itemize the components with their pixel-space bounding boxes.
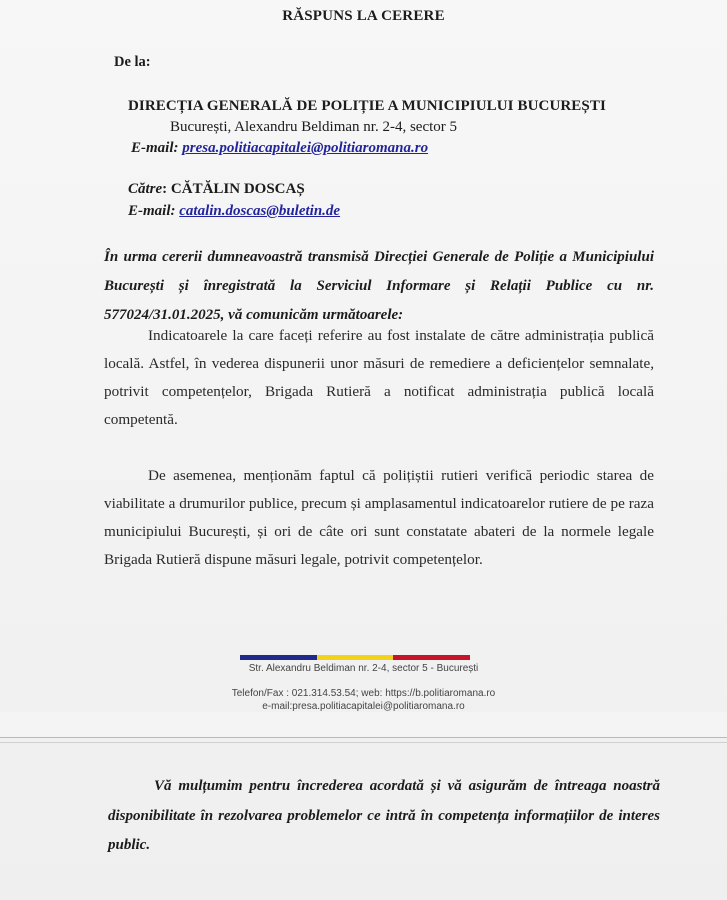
- recipient-name: : CĂTĂLIN DOSCAȘ: [162, 181, 305, 197]
- flag-blue-stripe: [240, 655, 317, 660]
- footer-address: Str. Alexandru Beldiman nr. 2-4, sector 5 - București: [248, 663, 479, 674]
- flag-red-stripe: [393, 655, 470, 660]
- recipient-email-row: [128, 203, 340, 220]
- sender-email-label: E-mail:: [131, 140, 179, 156]
- tricolor-flag-bar: [240, 655, 470, 660]
- footer-email: e-mail:presa.politiacapitalei@politiaromana.ro: [262, 701, 465, 712]
- page-divider-line-secondary: [0, 742, 727, 743]
- page-divider-line: [0, 737, 727, 738]
- recipient-email-link[interactable]: catalin.doscas@buletin.de: [179, 203, 341, 219]
- intro-paragraph: În urma cererii dumneavoastră transmisă Direcției Generale de Poliție a Municipiului București și înregistrată la Serviciul Informare și Relații Publice cu nr. 577024/31.01.2025, vă comunicăm următoarele:: [104, 249, 654, 323]
- closing-paragraph: Vă mulțumim pentru încrederea acordată și vă asigurăm de întreaga noastră disponibilitate în rezolvarea problemelor ce intră în competența informațiilor de interes public.: [108, 778, 660, 853]
- body-paragraph-1: Indicatoarele la care faceți referire au fost instalate de către administrația publică locală. Astfel, în vederea dispunerii unor măsuri de remediere a deficiențelor semnalate, potrivit competențelor, Brigada Rutieră a notificat administrația publică locală competentă.: [104, 327, 654, 428]
- recipient-email-label: E-mail:: [128, 203, 176, 219]
- recipient-label: Către: [128, 181, 163, 197]
- sender-institution: DIRECȚIA GENERALĂ DE POLIȚIE A MUNICIPIULUI BUCUREȘTI: [128, 98, 606, 114]
- body-paragraph-2: De asemenea, menționăm faptul că polițiștii rutieri verifică periodic starea de viabilitate a drumurilor publice, precum și amplasamentul indicatoarelor rutiere de pe raza municipiului București, și ori de câte ori sunt constatate abateri de la normele legale Brigada Rutieră dispune măsuri legale, potrivit competențelor.: [104, 467, 654, 568]
- flag-yellow-stripe: [317, 655, 394, 660]
- footer-contact: Telefon/Fax : 021.314.53.54; web: https://b.politiaromana.ro: [231, 688, 496, 699]
- sender-email-row: [131, 140, 428, 157]
- sender-address: București, Alexandru Beldiman nr. 2-4, sector 5: [170, 119, 458, 135]
- scan-cut-band: [0, 712, 727, 738]
- recipient-row: [128, 181, 305, 198]
- from-label: De la:: [114, 54, 151, 70]
- sender-email-link[interactable]: presa.politiacapitalei@politiaromana.ro: [182, 140, 429, 156]
- page-title: RĂSPUNS LA CERERE: [282, 8, 445, 24]
